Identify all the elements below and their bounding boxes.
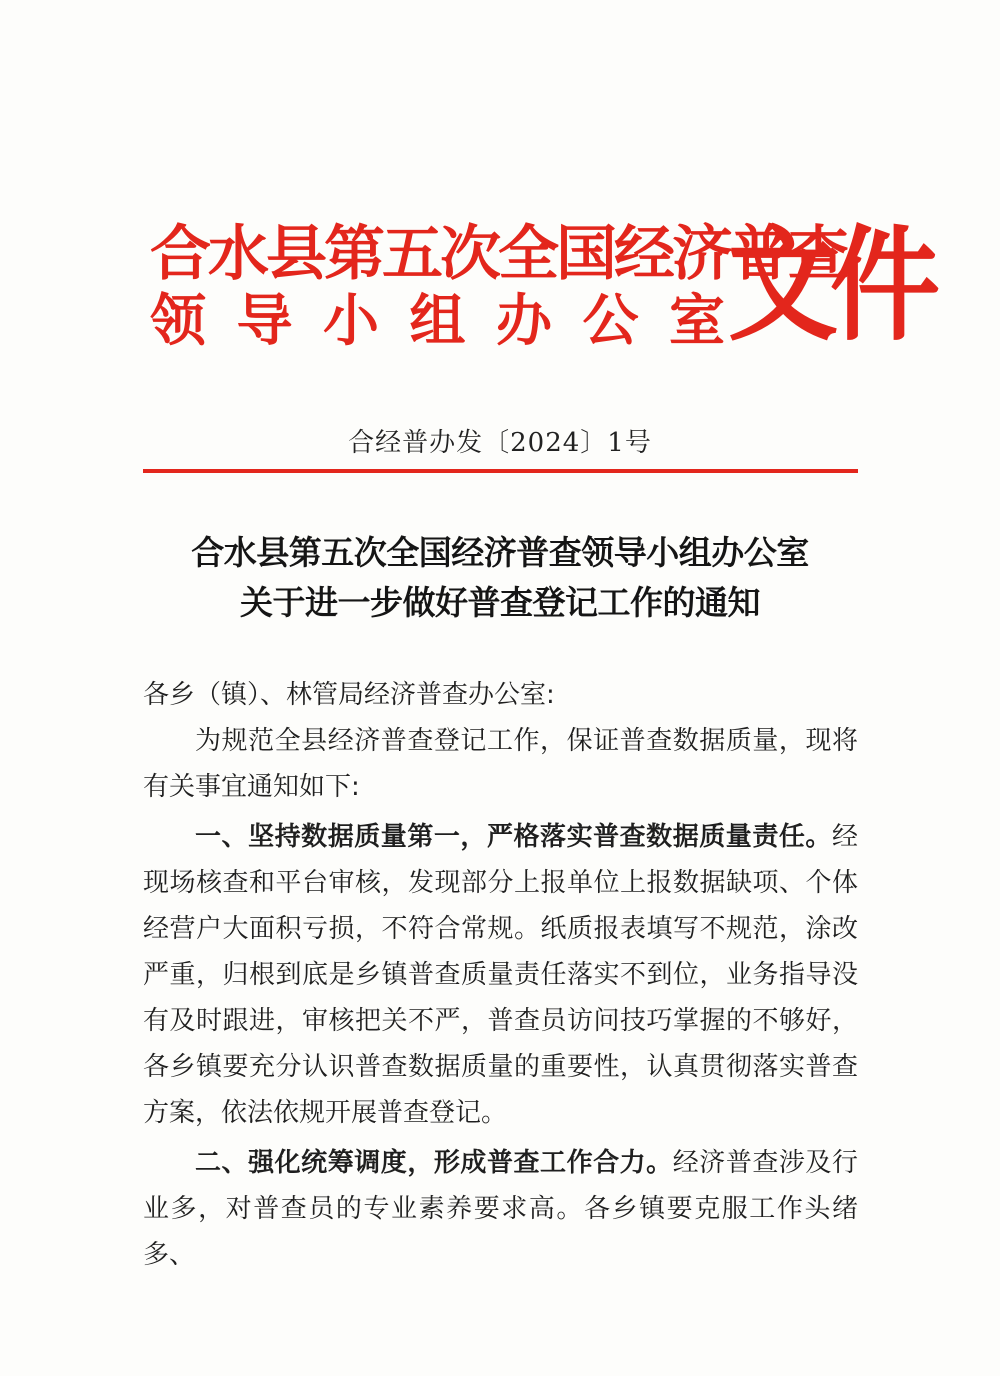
section-1-heading: 一、坚持数据质量第一，严格落实普查数据质量责任。 xyxy=(195,822,832,852)
intro-paragraph: 为规范全县经济普查登记工作，保证普查数据质量，现将有关事宜通知如下: xyxy=(143,726,858,802)
document-title-line-1: 合水县第五次全国经济普查领导小组办公室 xyxy=(191,533,809,572)
section-2-heading: 二、强化统筹调度，形成普查工作合力。 xyxy=(195,1148,673,1178)
document-body xyxy=(143,672,858,1278)
document-number: 合经普办发〔2024〕1号 xyxy=(348,428,652,458)
issuer-char: 领 xyxy=(150,288,206,354)
issuer-char: 小 xyxy=(323,288,379,354)
salutation: 各乡（镇）、林管局经济普查办公室: xyxy=(143,680,555,710)
section-2-text: 经济普查涉及行业多，对普查员的专业素养要求高。各乡镇要克服工作头绪多、 xyxy=(143,1148,858,1270)
issuer-char: 组 xyxy=(409,288,466,354)
issuer-line-2 xyxy=(150,290,725,352)
section-2-paragraph xyxy=(143,1140,858,1278)
issuer-char: 办 xyxy=(496,288,552,354)
document-type-label: 文件 xyxy=(728,213,932,357)
red-divider xyxy=(143,469,858,473)
issuer-char: 公 xyxy=(582,288,639,354)
section-1-paragraph xyxy=(143,814,858,1136)
document-title-line-2: 关于进一步做好普查登记工作的通知 xyxy=(240,583,760,622)
section-1-text: 经现场核查和平台审核，发现部分上报单位上报数据缺项、个体经营户大面积亏损，不符合常规。纸质报表填写不规范，涂改严重，归根到底是乡镇普查质量责任落实不到位，业务指导没有及时跟进，审核把关不严，普查员访问技巧掌握的不够好，各乡镇要充分认识普查数据质量的重要性，认真贯彻落实普查方案，依法依规开展普查登记。 xyxy=(143,822,858,1128)
issuer-char: 室 xyxy=(669,288,725,354)
issuer-char: 导 xyxy=(236,288,293,354)
issuer-line-1: 合水县第五次全国经济普查 xyxy=(150,219,847,289)
